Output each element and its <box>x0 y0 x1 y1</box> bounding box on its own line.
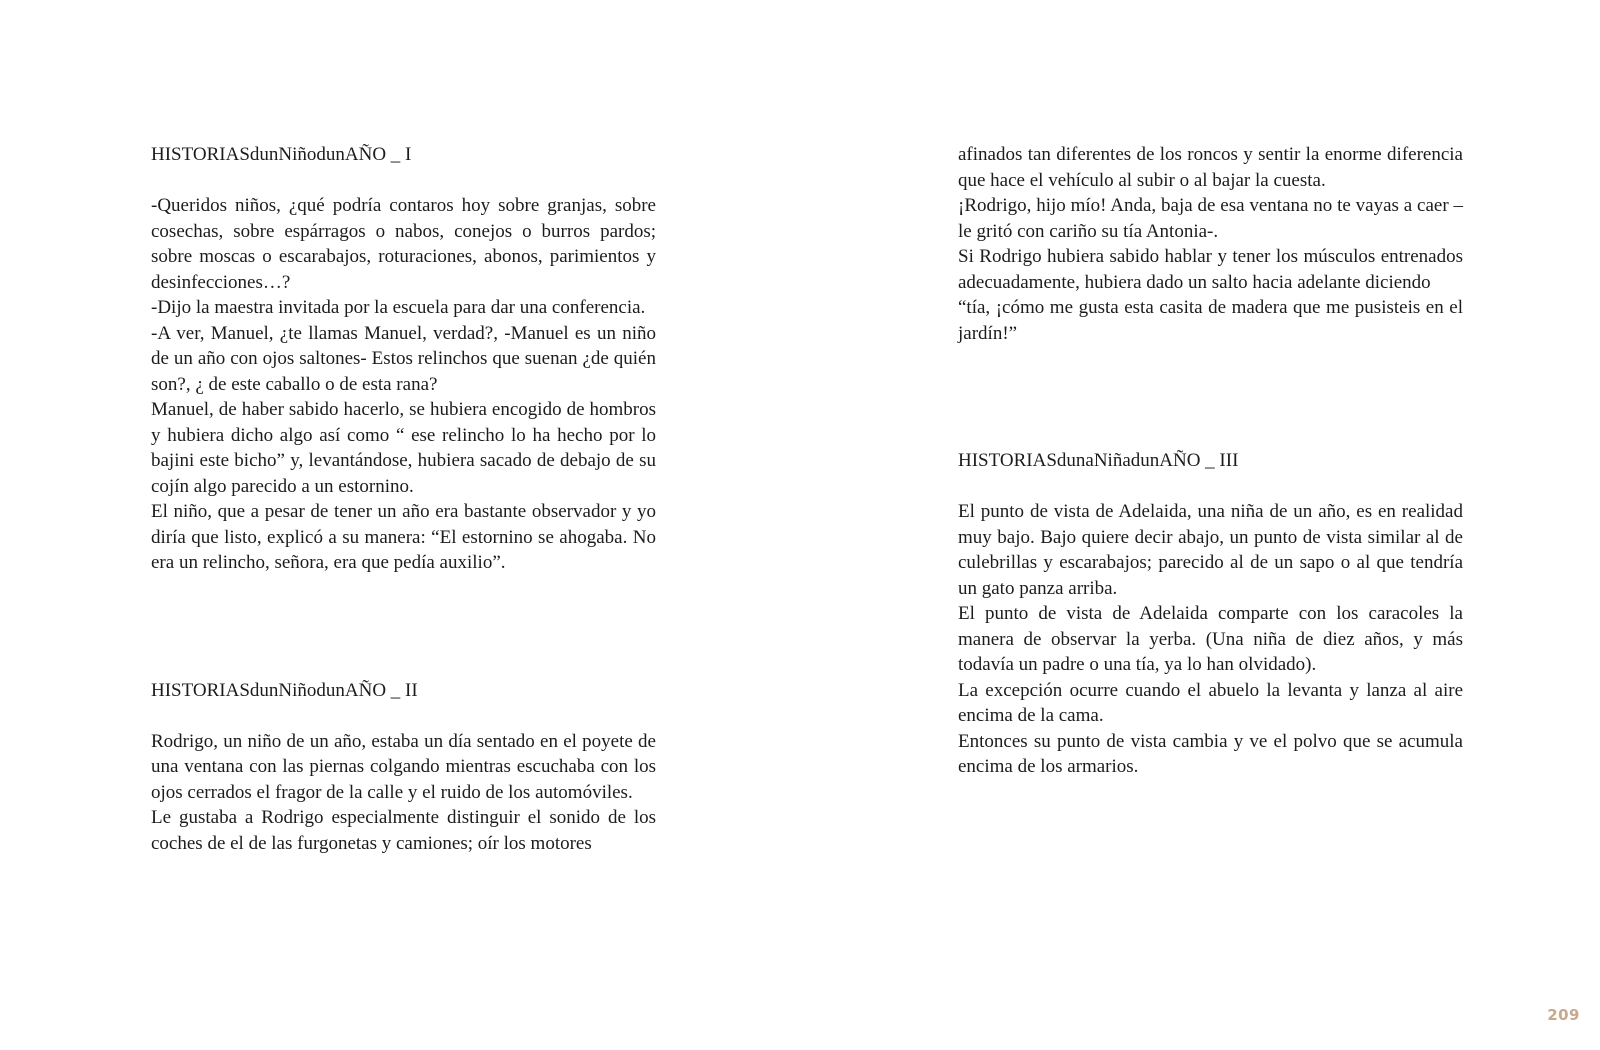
story-3-title: HISTORIASdunaNiñadunAÑO _ III <box>958 450 1239 471</box>
story-3-paragraph: Entonces su punto de vista cambia y ve el polvo que se acumula encima de los armarios. <box>958 730 1463 777</box>
story-3-paragraph: El punto de vista de Adelaida, una niña de un año, es en realidad muy bajo. Bajo quiere decir abajo, un punto de vista similar al de culebrillas y escarabajos; parecido al de un sapo o al que tendría un gato panza arriba. <box>958 501 1463 599</box>
story-3-paragraph: El punto de vista de Adelaida comparte con los caracoles la manera de observar la yerba. (Una niña de diez años, y más todavía un padre o una tía, ya lo han olvidado). <box>958 603 1463 675</box>
story-1-paragraph: Manuel, de haber sabido hacerlo, se hubiera encogido de hombros y hubiera dicho algo así como “ ese relincho lo ha hecho por lo bajini este bicho” y, levantándose, hubiera sacado de debajo de su cojín algo parecido a un estornino. <box>151 399 656 497</box>
story-3-paragraph: La excepción ocurre cuando el abuelo la levanta y lanza al aire encima de la cama. <box>958 679 1463 726</box>
story-2-paragraph: Si Rodrigo hubiera sabido hablar y tener los músculos entrenados adecuadamente, hubiera dado un salto hacia adelante diciendo <box>958 246 1463 293</box>
story-1-title: HISTORIASdunNiñodunAÑO _ I <box>151 144 412 165</box>
story-2-paragraph: afinados tan diferentes de los roncos y sentir la enorme diferencia que hace el vehículo al subir o al bajar la cuesta. <box>958 144 1463 191</box>
story-2-title: HISTORIASdunNiñodunAÑO _ II <box>151 679 418 701</box>
story-2 <box>151 678 656 857</box>
story-2-paragraph: ¡Rodrigo, hijo mío! Anda, baja de esa ventana no te vayas a caer –le gritó con cariño su tía Antonia-. <box>958 195 1463 242</box>
story-1 <box>151 142 656 576</box>
story-2-paragraph: “tía, ¡cómo me gusta esta casita de madera que me pusisteis en el jardín!” <box>958 297 1463 344</box>
left-column <box>151 142 656 856</box>
story-2-continued <box>958 142 1463 346</box>
story-1-paragraph: -Dijo la maestra invitada por la escuela para dar una conferencia. <box>151 297 646 318</box>
story-3 <box>958 448 1463 780</box>
story-2-paragraph: Rodrigo, un niño de un año, estaba un día sentado en el poyete de una ventana con las piernas colgando mientras escuchaba con los ojos cerrados el fragor de la calle y el ruido de los automóviles. <box>151 730 656 803</box>
story-2-paragraph: Le gustaba a Rodrigo especialmente distinguir el sonido de los coches de el de las furgonetas y camiones; oír los motores <box>151 807 656 854</box>
page-number: 209 <box>1547 1006 1580 1024</box>
story-1-paragraph: El niño, que a pesar de tener un año era bastante observador y yo diría que listo, explicó a su manera: “El estornino se ahogaba. No era un relincho, señora, era que pedía auxilio”. <box>151 501 656 573</box>
story-1-paragraph: -Queridos niños, ¿qué podría contaros hoy sobre granjas, sobre cosechas, sobre espárragos o nabos, conejos o burros pardos; sobre moscas o escarabajos, roturaciones, abonos, parimientos y desinfecciones…? <box>151 195 656 293</box>
right-column <box>958 142 1463 780</box>
story-1-paragraph: -A ver, Manuel, ¿te llamas Manuel, verdad?, -Manuel es un niño de un año con ojos saltones- Estos relinchos que suenan ¿de quién son?, ¿ de este caballo o de esta rana? <box>151 322 656 395</box>
